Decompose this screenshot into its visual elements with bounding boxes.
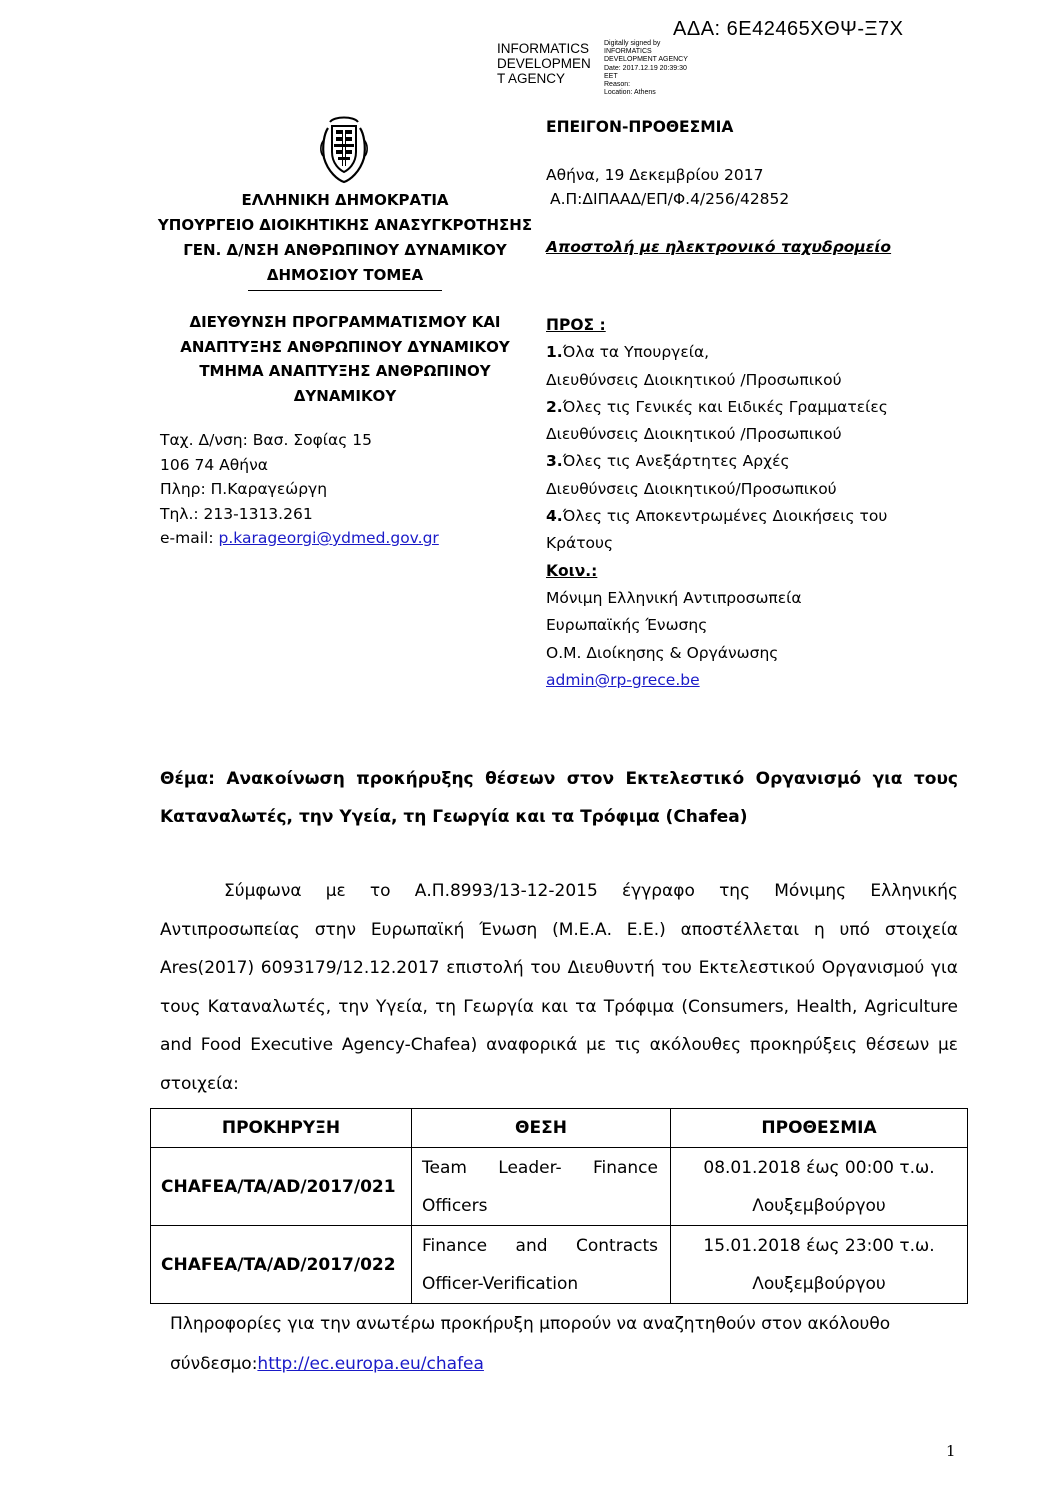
signature-detail-line: INFORMATICS [604,48,652,56]
contact-block [160,428,439,551]
subject-line: Θέμα: Ανακοίνωση προκήρυξης θέσεων στον Εκτελεστικό Οργανισμό για τους Καταναλωτές, την Υγεία, τη Γεωργία και τα Τρόφιμα (Chafea) [160,769,958,827]
contact-email-link[interactable]: p.karageorgi@ydmed.gov.gr [218,529,439,547]
body-paragraph [160,872,958,1103]
signer-line: DEVELOPMEN [497,56,591,71]
contact-postal: 106 74 Αθήνα [160,455,268,474]
document-date: Αθήνα, 19 Δεκεμβρίου 2017 [546,166,764,184]
chafea-link[interactable]: http://ec.europa.eu/chafea [257,1354,484,1374]
recipients-block [546,312,946,694]
digital-signature-signer [497,41,591,86]
signature-detail-line: Digitally signed by [604,40,661,47]
signature-detail-line: Reason: [604,81,631,89]
vacancy-table [150,1108,968,1304]
contact-info: Πληρ: Π.Καραγεώργη [160,480,328,498]
issuer-line: ΕΛΛΗΝΙΚΗ ΔΗΜΟΚΡΑΤΙΑ [241,191,449,209]
urgent-label: ΕΠΕΙΓΟΝ-ΠΡΟΘΕΣΜΙΑ [546,118,734,136]
vacancy-code: CHAFEA/TA/AD/2017/021 [151,1148,412,1226]
signature-detail-line: Location: Athens [604,89,656,97]
contact-address: Ταχ. Δ/νση: Βασ. Σοφίας 15 [160,431,373,449]
contact-email-label: e-mail: [160,529,219,547]
table-row [151,1226,968,1304]
ada-code: ΑΔΑ: 6Ε42465ΧΘΨ-Ξ7Χ [673,18,904,40]
recipient-item-sub: Διευθύνσεις Διοικητικού /Προσωπικού [546,370,842,389]
division-block [150,310,540,408]
vacancy-position: Team Leader- Finance Officers [412,1148,671,1226]
cc-email-link[interactable]: admin@rp-grece.be [546,670,700,689]
contact-email-row [160,526,439,551]
issuer-line: ΓΕΝ. Δ/ΝΣΗ ΑΝΘΡΩΠΙΝΟΥ ΔΥΝΑΜΙΚΟΥ [183,241,507,259]
cc-line: Ο.Μ. Διοίκησης & Οργάνωσης [546,643,779,662]
table-header-row [151,1109,968,1148]
division-line: ΔΥΝΑΜΙΚΟΥ [293,386,397,405]
vacancy-deadline: 08.01.2018 έως 00:00 τ.ω. Λουξεμβούργου [671,1148,968,1226]
issuer-block [150,188,540,288]
column-header-notice: ΠΡΟΚΗΡΥΞΗ [151,1109,412,1148]
contact-phone: Τηλ.: 213-1313.261 [160,504,313,523]
column-header-deadline: ΠΡΟΘΕΣΜΙΑ [671,1109,968,1148]
table-row [151,1148,968,1226]
cc-line: Μόνιμη Ελληνική Αντιπροσωπεία [546,588,802,607]
recipient-item-sub: Κράτους [546,534,614,553]
division-line: ΑΝΑΠΤΥΞΗΣ ΑΝΘΡΩΠΙΝΟΥ ΔΥΝΑΜΙΚΟΥ [180,337,510,356]
signature-detail-line: EET [604,72,618,80]
issuer-line: ΥΠΟΥΡΓΕΙΟ ΔΙΟΙΚΗΤΙΚΗΣ ΑΝΑΣΥΓΚΡΟΤΗΣΗΣ [157,216,533,234]
signature-detail-line: DEVELOPMENT AGENCY [604,56,688,64]
footer-note [170,1304,950,1384]
recipient-item-sub: Διευθύνσεις Διοικητικού /Προσωπικού [546,425,842,444]
delivery-method: Αποστολή με ηλεκτρονικό ταχυδρομείο [546,238,892,256]
signer-line: INFORMATICS [497,41,589,56]
division-line: ΔΙΕΥΘΥΝΣΗ ΠΡΟΓΡΑΜΜΑΤΙΣΜΟΥ ΚΑΙ [189,313,501,331]
issuer-divider [248,290,442,291]
greek-coat-of-arms-icon [314,112,374,184]
protocol-number: Α.Π:ΔΙΠΑΑΔ/ΕΠ/Φ.4/256/42852 [550,190,790,208]
vacancy-deadline: 15.01.2018 έως 23:00 τ.ω. Λουξεμβούργου [671,1226,968,1304]
page-number: 1 [946,1442,956,1460]
division-line: ΤΜΗΜΑ ΑΝΑΠΤΥΞΗΣ ΑΝΘΡΩΠΙΝΟΥ [199,362,491,380]
recipient-item: 1.Όλα τα Υπουργεία, [546,343,710,362]
digital-signature-details [604,40,688,97]
recipient-item-sub: Διευθύνσεις Διοικητικού/Προσωπικού [546,479,837,498]
vacancy-position: Finance and Contracts Officer-Verification [412,1226,671,1304]
recipient-item: 4.Όλες τις Αποκεντρωμένες Διοικήσεις του [546,507,888,526]
signature-detail-line: Date: 2017.12.19 20:39:30 [604,64,687,72]
recipient-item: 2.Όλες τις Γενικές και Ειδικές Γραμματείες [546,397,888,416]
signer-line: T AGENCY [497,71,566,86]
vacancy-code: CHAFEA/TA/AD/2017/022 [151,1226,412,1304]
cc-line: Ευρωπαϊκής Ένωσης [546,616,708,635]
recipients-to-label: ΠΡΟΣ : [546,316,606,334]
issuer-line: ΔΗΜΟΣΙΟΥ ΤΟΜΕΑ [266,266,424,284]
column-header-position: ΘΕΣΗ [412,1109,671,1148]
recipient-item: 3.Όλες τις Ανεξάρτητες Αρχές [546,452,790,471]
footer-text: Πληροφορίες για την ανωτέρω προκήρυξη μπορούν να αναζητηθούν στον ακόλουθο σύνδεσμο: [170,1314,891,1374]
body-text: Σύμφωνα με το Α.Π.8993/13-12-2015 έγγραφο της Μόνιμης Ελληνικής Αντιπροσωπείας στην Ευρωπαϊκή Ένωση (Μ.Ε.Α. Ε.Ε.) αποστέλλεται η υπό στοιχεία Ares(2017) 6093179/12.12.2017 επιστολή του Διευθυντή του Εκτελεστικού Οργανισμού για τους Καταναλωτές, την Υγεία, τη Γεωργία και τα Τρόφιμα (Consumers, Health, Agriculture and Food Executive Agency-Chafea) αναφορικά με τις ακόλουθες προκηρύξεις θέσεων με στοιχεία: [160,881,958,1094]
recipients-cc-label: Κοιν.: [546,561,598,580]
